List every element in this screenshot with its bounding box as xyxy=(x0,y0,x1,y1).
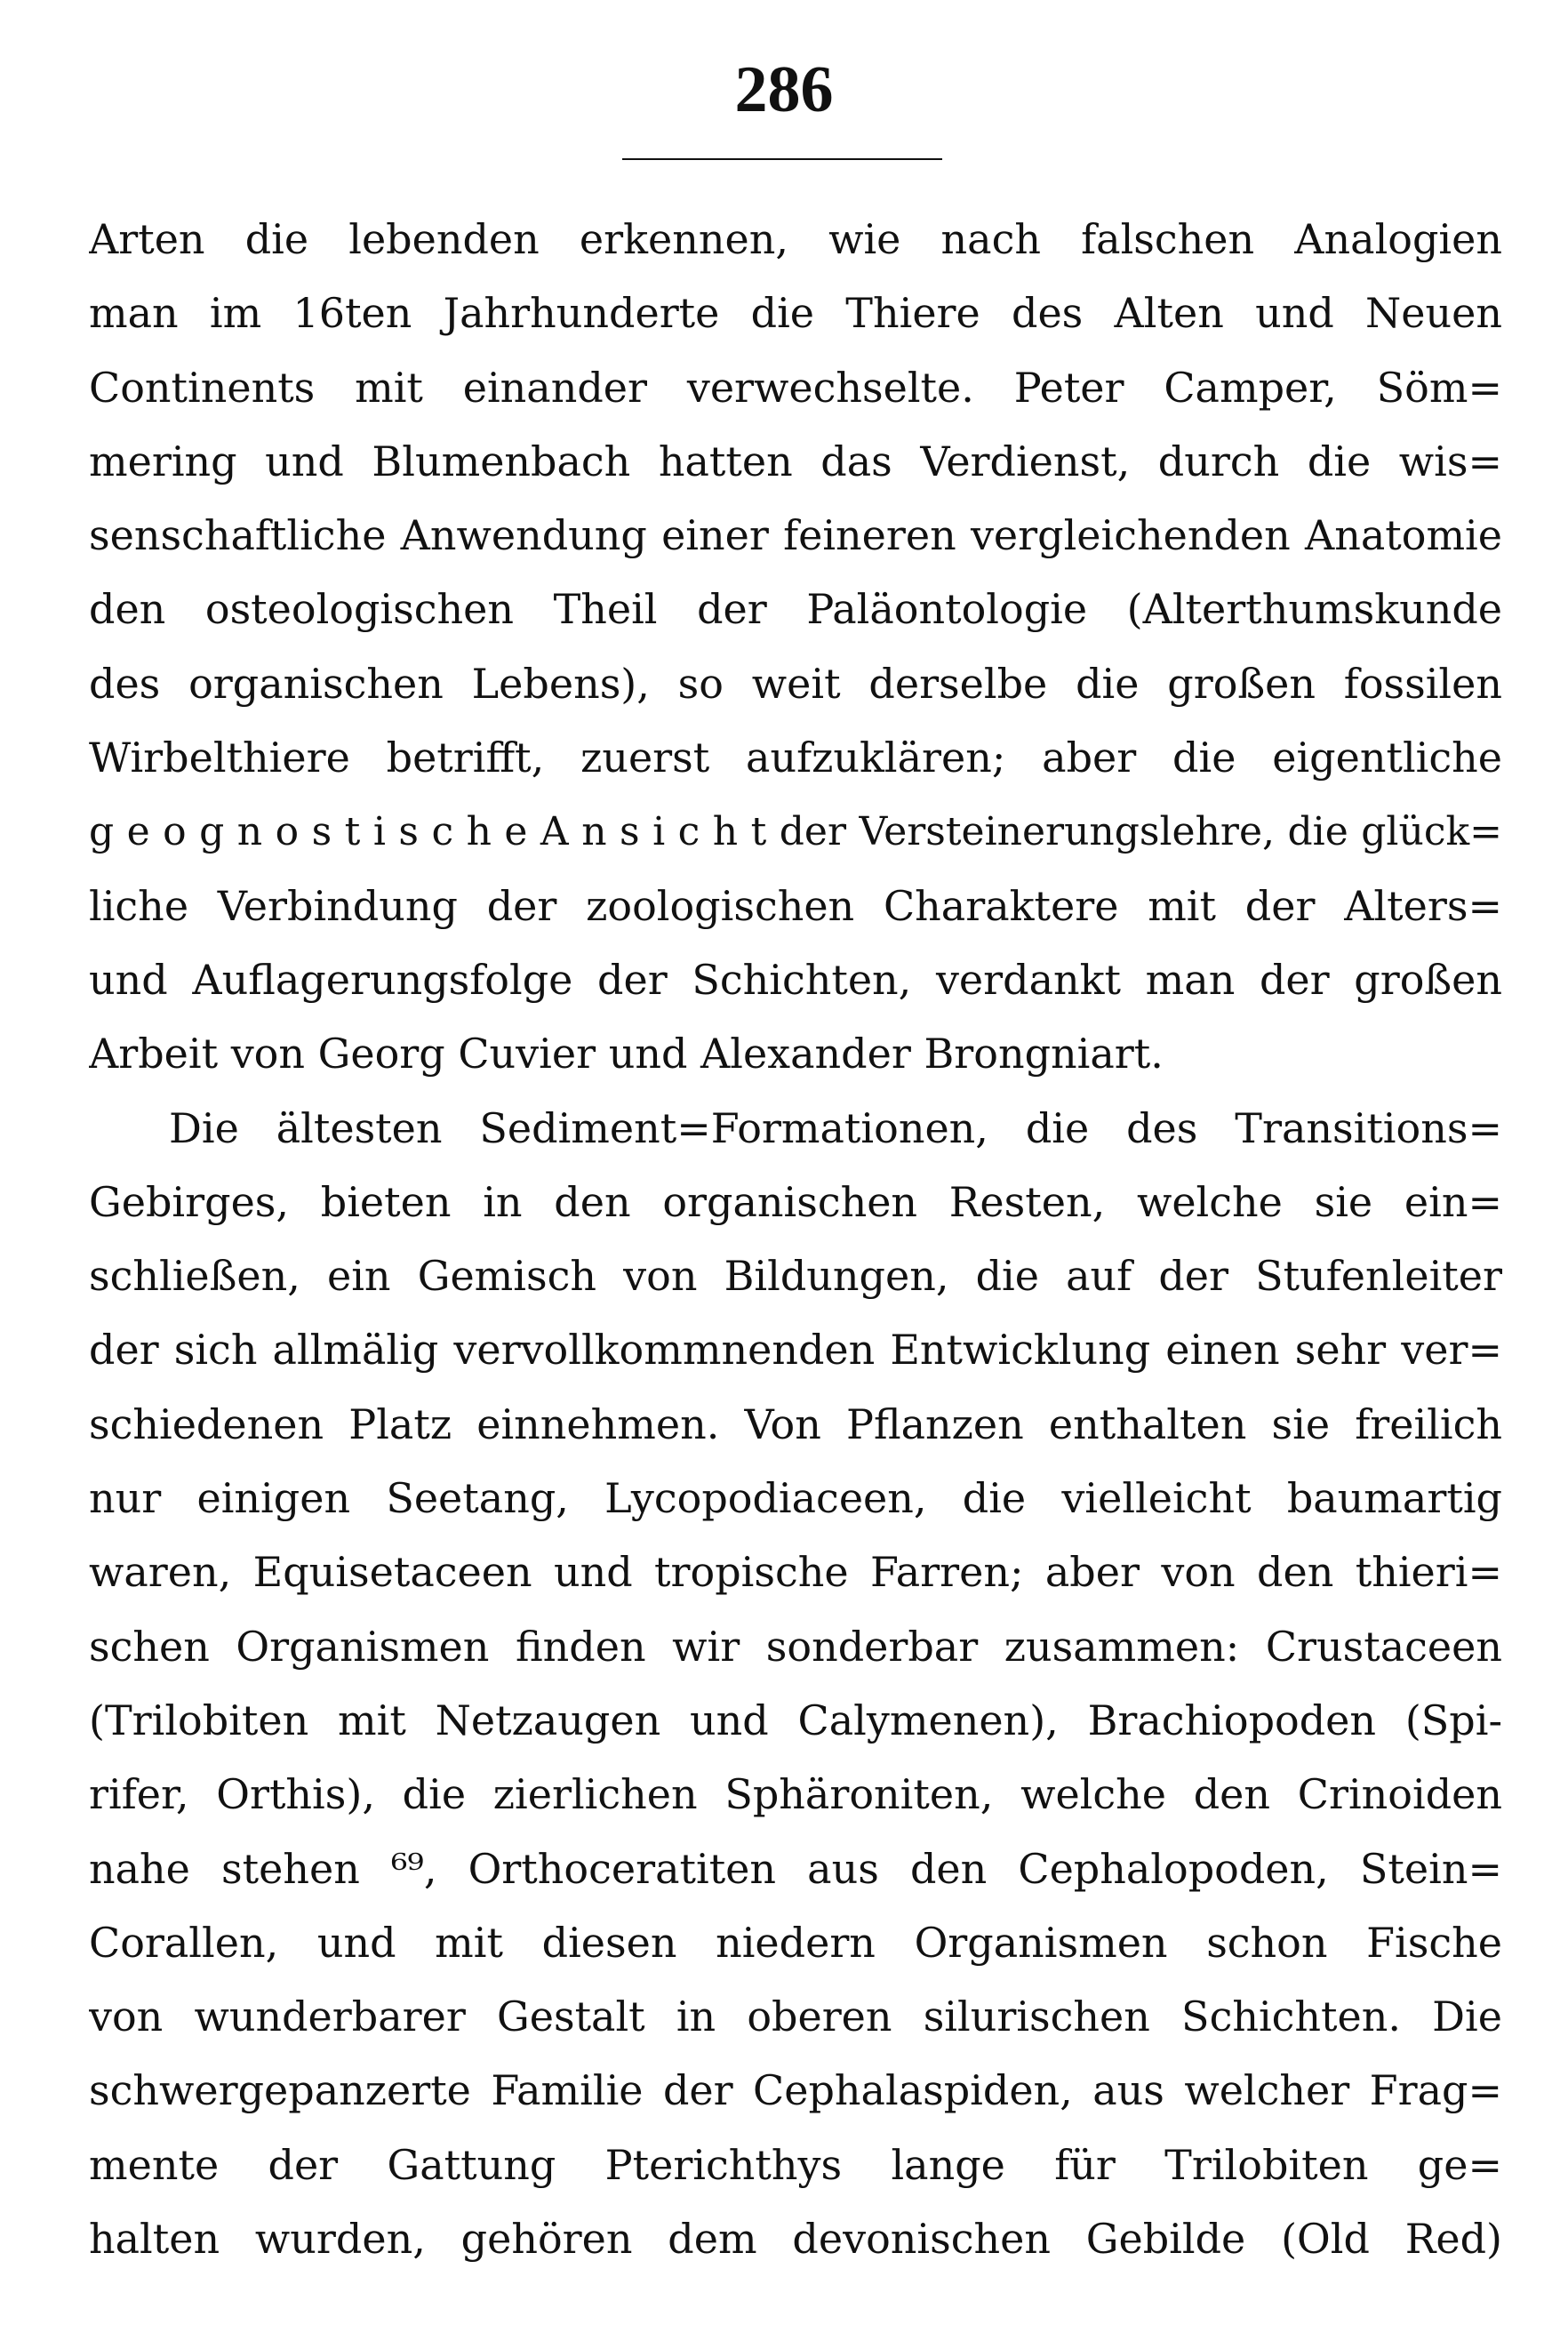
text-line: (Trilobiten mit Netzaugen und Calymenen), Brachiopoden (Spi- xyxy=(89,1696,1502,1744)
text-line: Gebirges, bieten in den organischen Resten, welche sie ein= xyxy=(89,1177,1502,1226)
text-line: Wirbelthiere betrifft, zuerst aufzuklären; aber die eigentliche xyxy=(89,734,1502,782)
text-line: liche Verbindung der zoologischen Charaktere mit der Alters= xyxy=(89,881,1502,930)
text-line: schiedenen Platz einnehmen. Von Pflanzen enthalten sie freilich xyxy=(89,1399,1502,1448)
page-number: 286 xyxy=(734,53,834,126)
text-line: senschaftliche Anwendung einer feineren vergleichenden Anatomie xyxy=(89,511,1502,560)
text-line: der sich allmälig vervollkommnenden Entwicklung einen sehr ver= xyxy=(89,1326,1502,1375)
text-line: schließen, ein Gemisch von Bildungen, die auf der Stufenleiter xyxy=(89,1252,1502,1301)
text-line: Corallen, und mit diesen niedern Organismen schon Fische xyxy=(89,1918,1502,1967)
text-line: Arbeit von Georg Cuvier und Alexander Brongniart. xyxy=(89,1030,1164,1078)
body-text xyxy=(89,203,1502,2276)
text-line: des organischen Lebens), so weit derselbe die großen fossilen xyxy=(89,659,1502,708)
text-line: g e o g n o s t i s c h e A n s i c h t der Versteinerungslehre, die glück= xyxy=(89,809,1502,855)
text-line: schen Organismen finden wir sonderbar zusammen: Crustaceen xyxy=(89,1622,1502,1671)
text-line: mering und Blumenbach hatten das Verdienst, durch die wis= xyxy=(89,437,1502,485)
text-line: und Auflagerungsfolge der Schichten, verdankt man der großen xyxy=(89,955,1502,1004)
text-line: nur einigen Seetang, Lycopodiaceen, die vielleicht baumartig xyxy=(89,1474,1502,1523)
text-line: den osteologischen Theil der Paläontologie (Alterthumskunde xyxy=(89,585,1502,634)
text-line: halten wurden, gehören dem devonischen Gebilde (Old Red) xyxy=(89,2215,1502,2264)
text-line: mente der Gattung Pterichthys lange für Trilobiten ge= xyxy=(89,2140,1502,2189)
text-line: Continents mit einander verwechselte. Peter Camper, Söm= xyxy=(89,363,1502,412)
text-line: rifer, Orthis), die zierlichen Sphäroniten, welche den Crinoiden xyxy=(89,1770,1502,1819)
header-rule xyxy=(622,158,942,160)
text-line: Arten die lebenden erkennen, wie nach falschen Analogien xyxy=(89,215,1502,263)
text-line: schwergepanzerte Familie der Cephalaspiden, aus welcher Frag= xyxy=(89,2066,1502,2115)
text-line: Die ältesten Sediment=Formationen, die des Transitions= xyxy=(169,1103,1502,1152)
text-line: man im 16ten Jahrhunderte die Thiere des Alten und Neuen xyxy=(89,289,1502,338)
text-line: waren, Equisetaceen und tropische Farren; aber von den thieri= xyxy=(89,1548,1502,1597)
text-line: von wunderbarer Gestalt in oberen silurischen Schichten. Die xyxy=(89,1992,1502,2041)
text-line: nahe stehen ⁶⁹, Orthoceratiten aus den Cephalopoden, Stein= xyxy=(89,1844,1502,1893)
